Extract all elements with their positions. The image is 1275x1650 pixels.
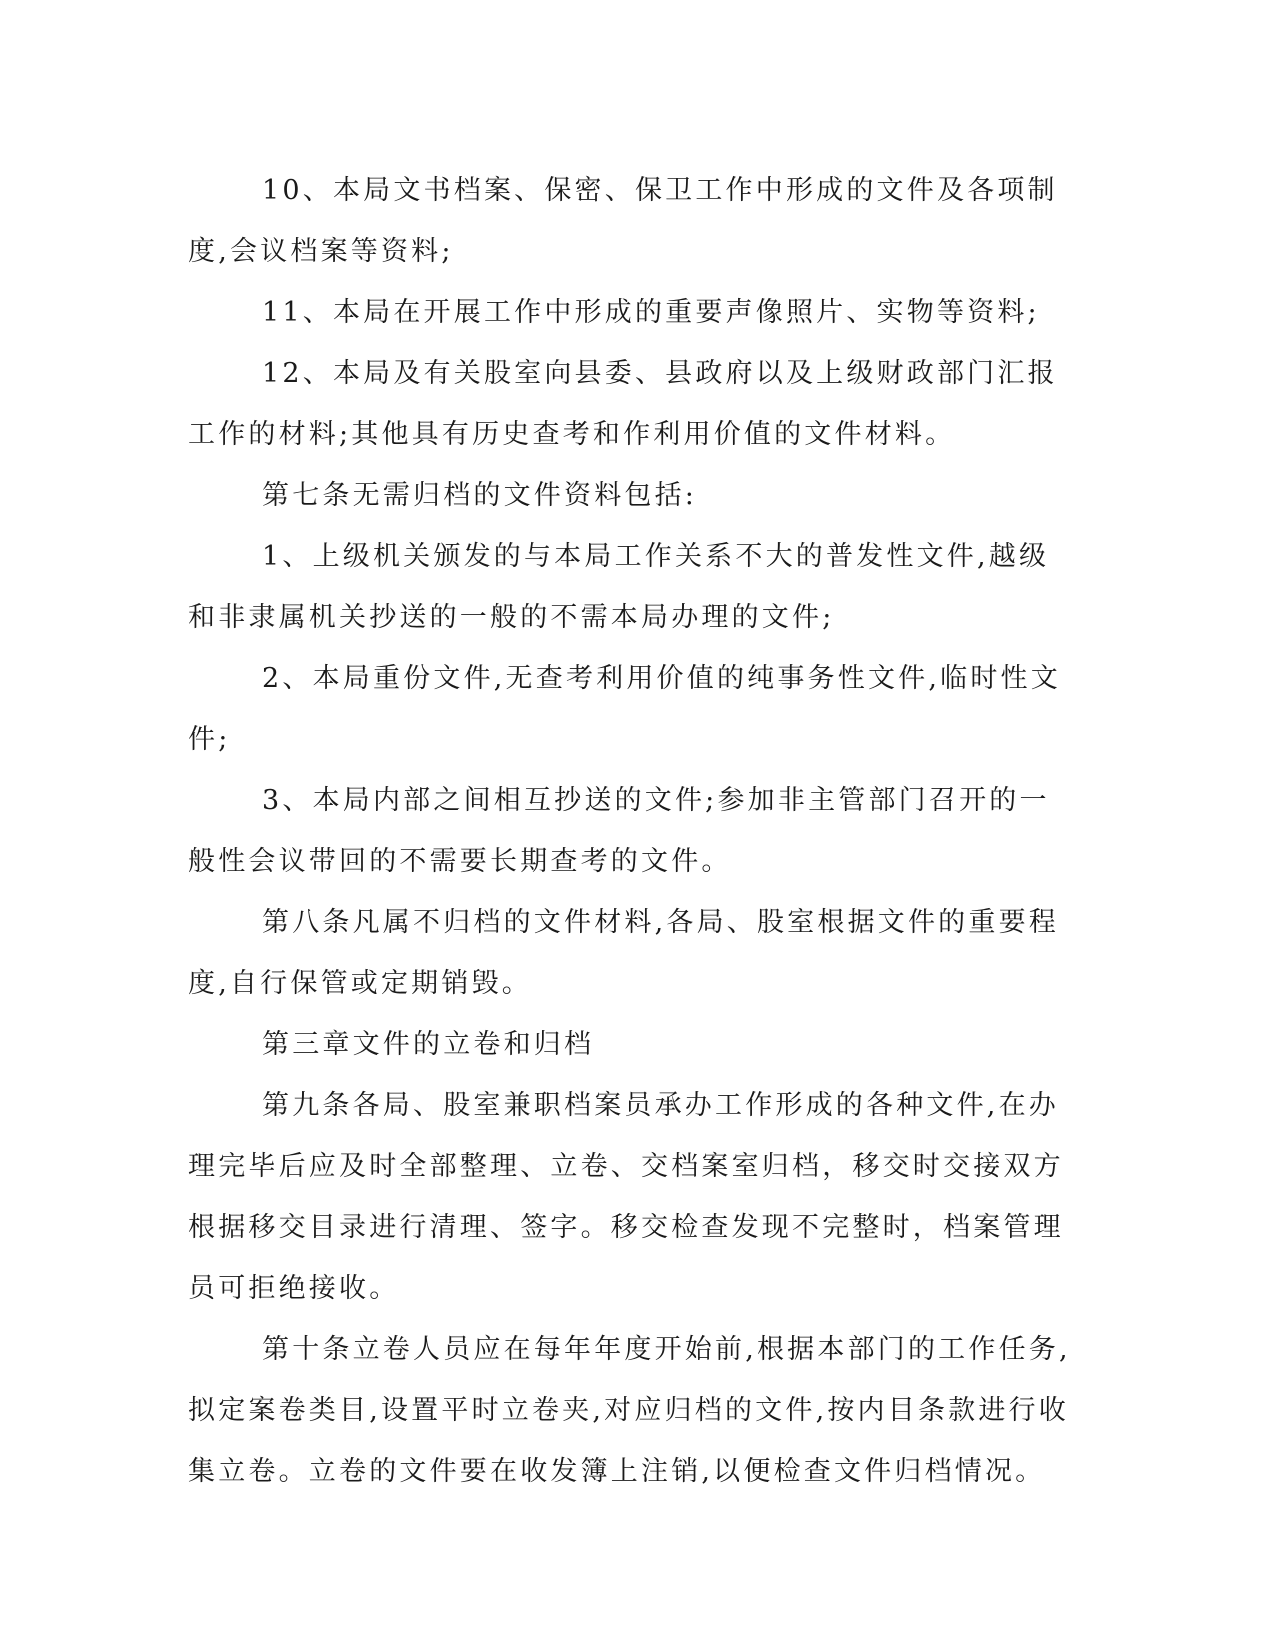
paragraph-item-11: 11、本局在开展工作中形成的重要声像照片、实物等资料; <box>262 297 1040 328</box>
paragraph-item-12: 12、本局及有关股室向县委、县政府以及上级财政部门汇报工作的材料;其他具有历史查考和作利用价值的文件材料。 <box>188 358 1058 450</box>
document-body <box>188 160 1074 1502</box>
paragraph-article-8: 第八条凡属不归档的文件材料,各局、股室根据文件的重要程度,自行保管或定期销毁。 <box>188 907 1059 999</box>
paragraph-article-9: 第九条各局、股室兼职档案员承办工作形成的各种文件,在办理完毕后应及时全部整理、立卷、交档案室归档，移交时交接双方根据移交目录进行清理、签字。移交检查发现不完整时，档案管理员可拒绝接收。 <box>188 1090 1064 1304</box>
paragraph-article-7-item-3: 3、本局内部之间相互抄送的文件;参加非主管部门召开的一般性会议带回的不需要长期查考的文件。 <box>188 785 1050 877</box>
paragraph-item-10: 10、本局文书档案、保密、保卫工作中形成的文件及各项制度,会议档案等资料; <box>188 175 1058 267</box>
chapter-heading-3: 第三章文件的立卷和归档 <box>262 1029 595 1060</box>
paragraph-article-7-item-2: 2、本局重份文件,无查考利用价值的纯事务性文件,临时性文件; <box>188 663 1061 755</box>
paragraph-article-7: 第七条无需归档的文件资料包括: <box>262 480 698 511</box>
paragraph-article-7-item-1: 1、上级机关颁发的与本局工作关系不大的普发性文件,越级和非隶属机关抄送的一般的不需本局办理的文件; <box>188 541 1050 633</box>
paragraph-article-10: 第十条立卷人员应在每年年度开始前,根据本部门的工作任务,拟定案卷类目,设置平时立卷夹,对应归档的文件,按内目条款进行收集立卷。立卷的文件要在收发簿上注销,以便检查文件归档情况。 <box>188 1334 1071 1487</box>
